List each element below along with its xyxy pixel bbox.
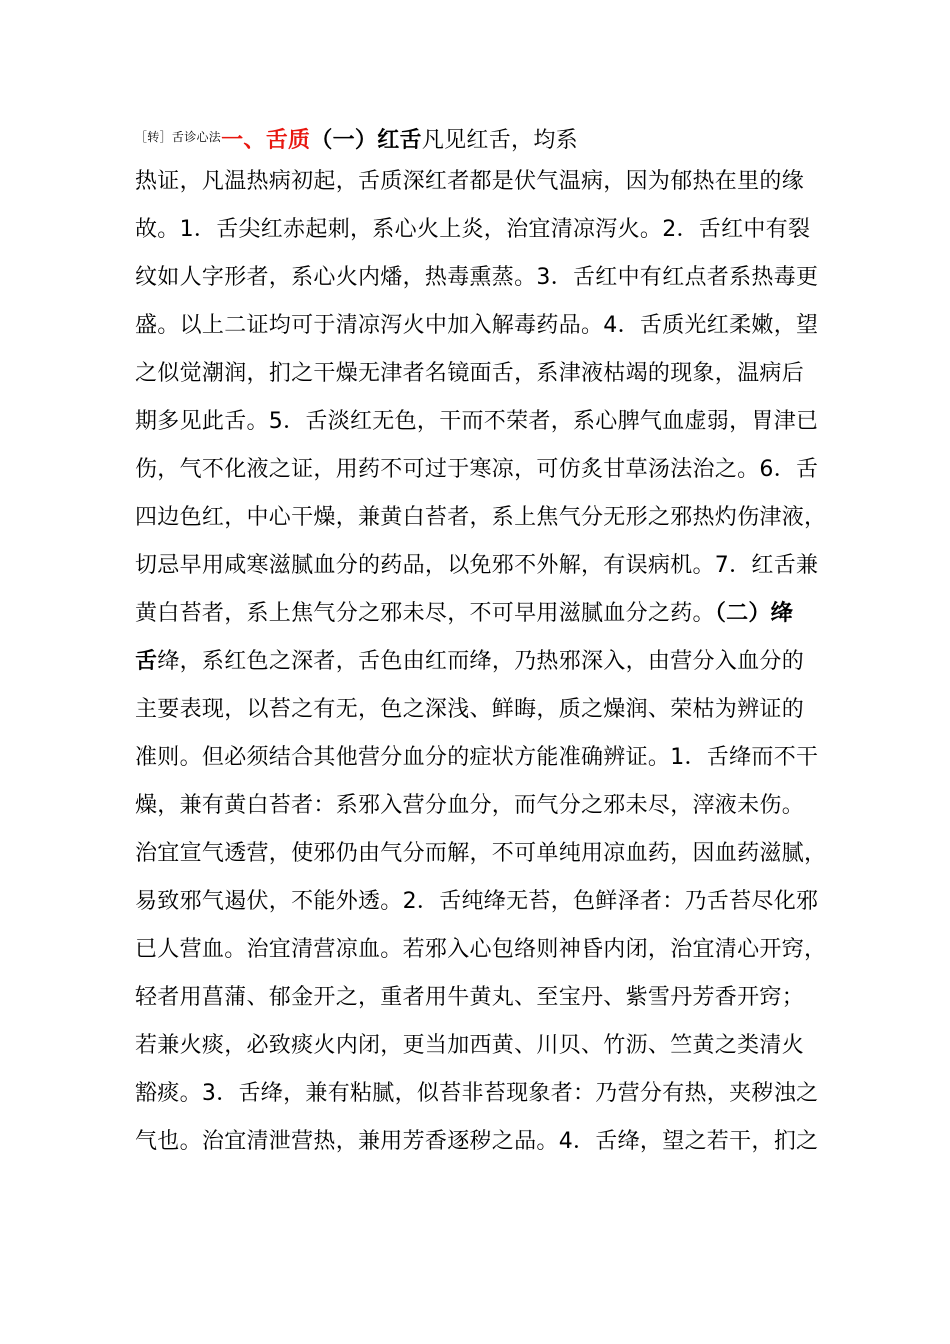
text-line: 伤，气不化液之证，用药不可过于寒凉，可仿炙甘草汤法治之。6．舌: [135, 457, 819, 482]
text-line-sub2-cont: [135, 638, 851, 686]
subsection-title: 红舌: [377, 128, 422, 153]
text-line: 故。1．舌尖红赤起刺，系心火上炎，治宜清凉泻火。2．舌红中有裂: [135, 217, 811, 242]
text-line: 燥，兼有黄白苔者：系邪入营分血分，而气分之邪未尽，滓液未伤。: [135, 793, 805, 818]
subsection-2-heading: （二）绛: [714, 601, 794, 626]
text-segment: 绛，系红色之深者，舌色由红而绛，乃热邪深入，由营分入血分的: [157, 649, 805, 674]
text-line: 四边色红，中心干燥，兼黄白苔者，系上焦气分无形之邪热灼伤津液，: [135, 505, 827, 530]
text-line: 治宜宣气透营，使邪仍由气分而解，不可单纯用凉血药，因血药滋腻，: [135, 841, 827, 866]
text-line: 豁痰。3．舌绛，兼有粘腻，似苔非苔现象者：乃营分有热，夹秽浊之: [135, 1081, 819, 1106]
source-tag: ［转］舌诊心法: [135, 130, 222, 144]
section-heading: 一、舌质: [221, 128, 311, 153]
text-line: 易致邪气遏伏，不能外透。2．舌纯绛无苔，色鲜泽者：乃舌苔尽化邪: [135, 889, 819, 914]
text-segment: 黄白苔者，系上焦气分之邪未尽，不可早用滋腻血分之药。: [135, 601, 715, 626]
text-line: 盛。以上二证均可于清凉泻火中加入解毒药品。4．舌质光红柔嫩，望: [135, 313, 819, 338]
text-line: 气也。治宜清泄营热，兼用芳香逐秽之品。4．舌绛，望之若干，扪之: [135, 1129, 819, 1154]
text-line-sub2: [135, 590, 851, 638]
document-page: [135, 116, 851, 1166]
subsection-2-heading-cont: 舌: [135, 649, 158, 674]
text-line: 已人营血。治宜清营凉血。若邪入心包络则神昏内闭，治宜清心开窍，: [135, 937, 827, 962]
text-line: 纹如人字形者，系心火内燔，热毒熏蒸。3．舌红中有红点者系热毒更: [135, 265, 819, 290]
text-line: 准则。但必须结合其他营分血分的症状方能准确辨证。1．舌绛而不干: [135, 745, 819, 770]
text-line: 轻者用菖蒲、郁金开之，重者用牛黄丸、至宝丹、紫雪丹芳香开窍；: [135, 985, 805, 1010]
first-line: [135, 116, 851, 158]
subsection-number: （一）: [310, 128, 378, 153]
text-line: 期多见此舌。5．舌淡红无色，干而不荣者，系心脾气血虚弱，胃津已: [135, 409, 819, 434]
text-line: 热证，凡温热病初起，舌质深红者都是伏气温病，因为郁热在里的缘: [135, 169, 805, 194]
text-line: 若兼火痰，必致痰火内闭，更当加西黄、川贝、竹沥、竺黄之类清火: [135, 1033, 805, 1058]
text-line: 切忌早用咸寒滋腻血分的药品，以免邪不外解，有误病机。7．红舌兼: [135, 553, 819, 578]
first-line-text: 凡见红舌，均系: [421, 128, 578, 153]
text-line: 之似觉潮润，扪之干燥无津者名镜面舌，系津液枯竭的现象，温病后: [135, 361, 805, 386]
text-line: 主要表现，以苔之有无，色之深浅、鲜晦，质之燥润、荣枯为辨证的: [135, 697, 805, 722]
